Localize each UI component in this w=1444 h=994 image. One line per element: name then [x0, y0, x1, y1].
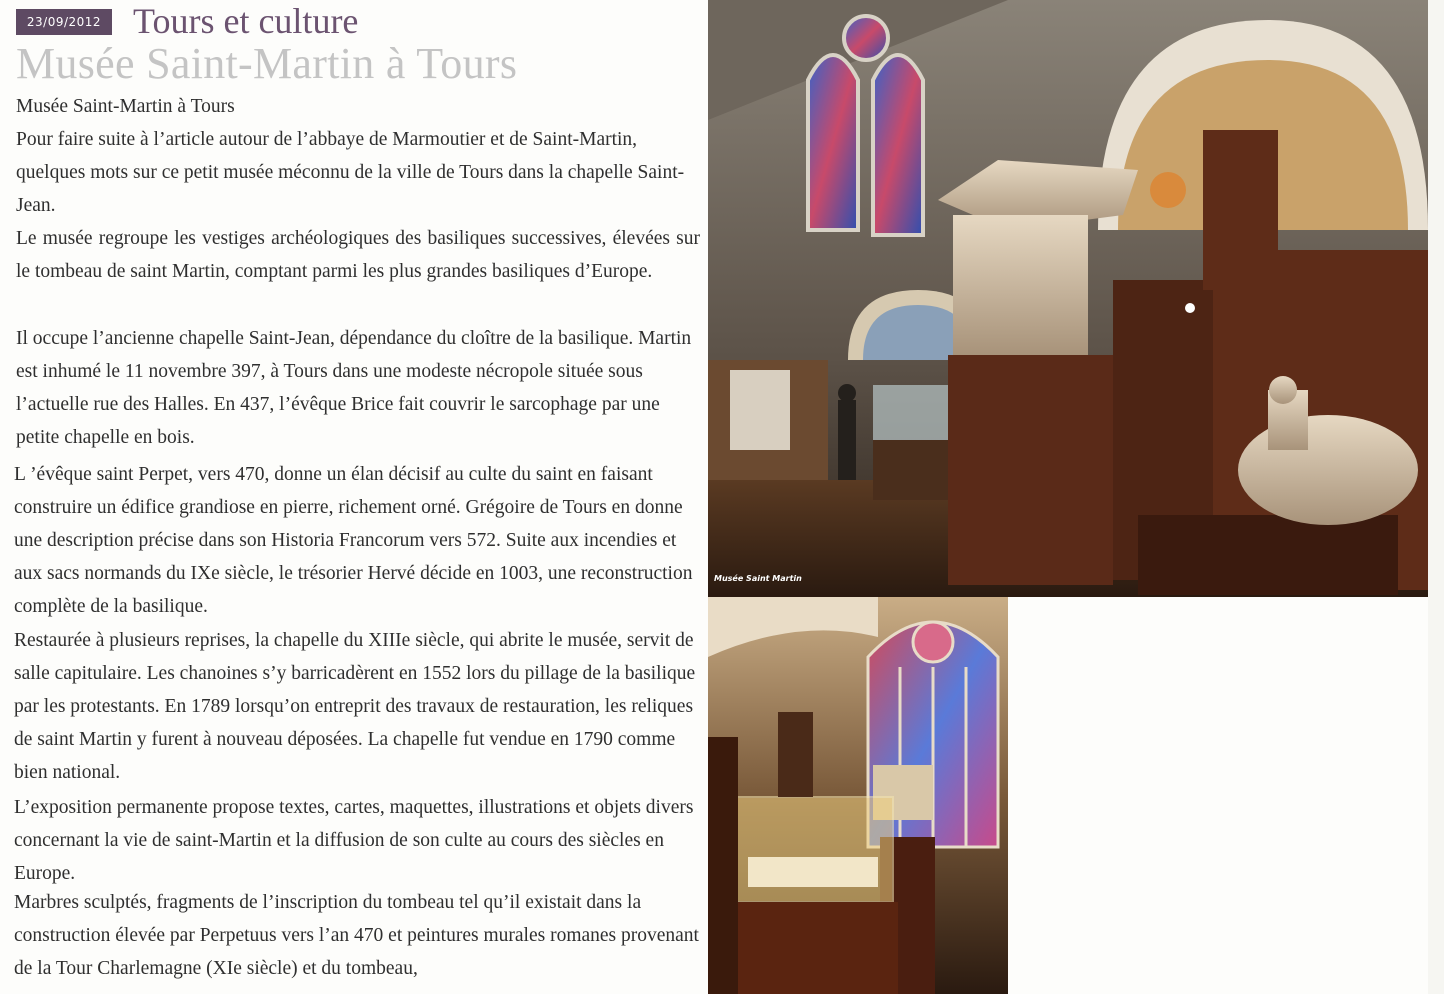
article-paragraph: Il occupe l’ancienne chapelle Saint-Jean, dépendance du cloître de la basilique. Martin est inhumé le 11 novembre 397, à Tours dans une modeste nécropole située sous l’actuelle rue des Halles. En 437, l’évêque Brice fait couvrir le sarcophage par une petite chapelle en bois. — [16, 328, 692, 448]
article-paragraph: L’exposition permanente propose textes, cartes, maquettes, illustrations et objets divers concernant la vie de saint-Martin et la diffusion de son culte au cours des siècles en Europe. — [14, 797, 694, 884]
museum-interior-illustration — [708, 0, 1428, 597]
article-paragraph: Restaurée à plusieurs reprises, la chapelle du XIIIe siècle, qui abrite le musée, servit de salle capitulaire. Les chanoines s’y barricadèrent en 1552 lors du pillage de la basilique par les protestants. En 1789 lorsqu’on entreprit des travaux de restauration, les reliques de saint Martin y furent à nouveau déposées. La chapelle fut vendue en 1790 comme bien national. — [14, 630, 696, 783]
museum-interior-photo[interactable] — [708, 0, 1428, 597]
post-title: Musée Saint-Martin à Tours — [16, 39, 518, 88]
chapel-photo[interactable] — [708, 597, 1008, 994]
photo-caption: Musée Saint Martin — [714, 574, 802, 583]
page-edge — [1428, 0, 1444, 994]
article-paragraph: Musée Saint-Martin à Tours — [16, 96, 235, 117]
date-badge: 23/09/2012 — [16, 9, 112, 35]
article-paragraph: Pour faire suite à l’article autour de l’abbaye de Marmoutier et de Saint-Martin, quelques mots sur ce petit musée méconnu de la ville de Tours dans la chapelle Saint-Jean. — [16, 129, 685, 216]
category-link[interactable]: Tours et culture — [133, 1, 359, 41]
article-paragraph: L ’évêque saint Perpet, vers 470, donne un élan décisif au culte du saint en faisant construire un édifice grandiose en pierre, richement orné. Grégoire de Tours en donne une description précise dans son Historia Francorum vers 572. Suite aux incendies et aux sacs normands du IXe siècle, le trésorier Hervé décide en 1003, une reconstruction complète de la basilique. — [14, 464, 693, 617]
article-column — [0, 0, 708, 994]
article-paragraph: Marbres sculptés, fragments de l’inscription du tombeau tel qu’il existait dans la construction élevée par Perpetuus vers l’an 470 et peintures murales romanes provenant de la Tour Charlemagne (XIe siècle) et du tombeau, — [14, 892, 699, 979]
chapel-illustration — [708, 597, 1008, 994]
article-paragraph: Le musée regroupe les vestiges archéologiques des basiliques successives, élevées sur le tombeau de saint Martin, comptant parmi les plus grandes basiliques d’Europe. — [16, 228, 700, 282]
